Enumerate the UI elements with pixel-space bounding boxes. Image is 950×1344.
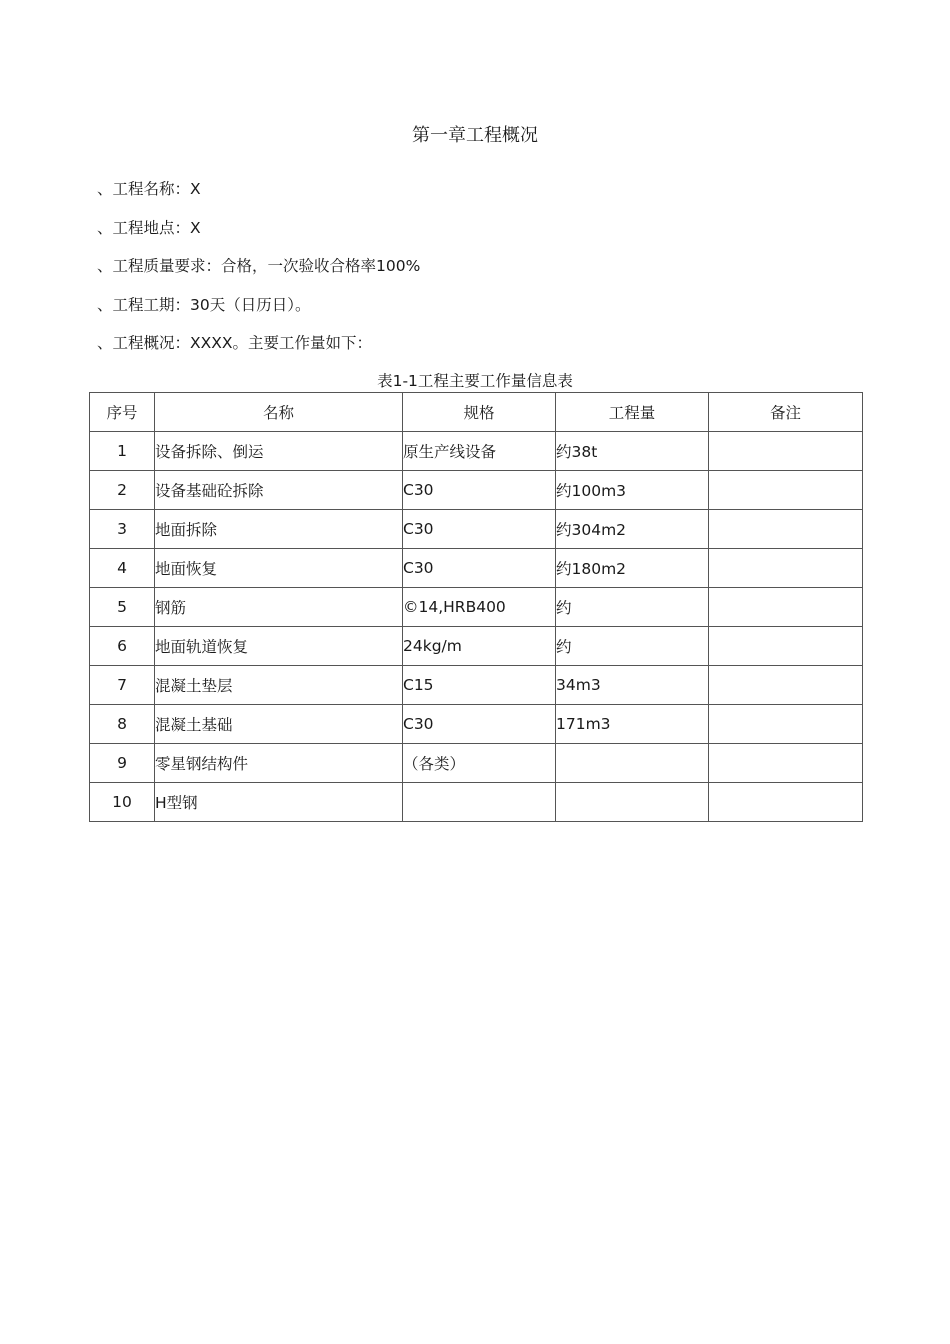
cell-quantity: 约	[556, 627, 709, 666]
cell-name: 地面拆除	[155, 510, 403, 549]
cell-spec: （各类）	[403, 744, 556, 783]
cell-quantity	[556, 744, 709, 783]
cell-remarks	[709, 432, 863, 471]
cell-remarks	[709, 783, 863, 822]
cell-spec: C15	[403, 666, 556, 705]
cell-quantity: 约304m2	[556, 510, 709, 549]
cell-remarks	[709, 744, 863, 783]
info-schedule: 、工程工期：30天（日历日）。	[97, 295, 311, 314]
info-project-name: 、工程名称：X	[97, 180, 201, 198]
table-row	[90, 471, 863, 510]
cell-spec: C30	[403, 471, 556, 510]
cell-name: 混凝土垫层	[155, 666, 403, 705]
cell-name: 零星钢结构件	[155, 744, 403, 783]
info-overview: 、工程概况：XXXX。主要工作量如下：	[97, 334, 372, 352]
info-project-location: 、工程地点：X	[97, 218, 201, 237]
cell-quantity: 约180m2	[556, 549, 709, 588]
cell-quantity: 34m3	[556, 666, 709, 705]
cell-serial: 6	[90, 627, 155, 666]
cell-quantity	[556, 783, 709, 822]
table-caption: 表1-1工程主要工作量信息表	[377, 372, 573, 390]
cell-name: 设备基础砼拆除	[155, 471, 403, 510]
cell-name: 混凝土基础	[155, 705, 403, 744]
cell-remarks	[709, 666, 863, 705]
cell-remarks	[709, 588, 863, 627]
cell-remarks	[709, 471, 863, 510]
table-row	[90, 510, 863, 549]
cell-quantity: 约	[556, 588, 709, 627]
cell-spec: C30	[403, 705, 556, 744]
table-row	[90, 549, 863, 588]
table-row	[90, 744, 863, 783]
cell-remarks	[709, 627, 863, 666]
cell-serial: 7	[90, 666, 155, 705]
cell-quantity: 约100m3	[556, 471, 709, 510]
header-name: 名称	[155, 393, 403, 432]
cell-serial: 10	[90, 783, 155, 822]
project-info-list	[97, 178, 420, 371]
cell-serial: 2	[90, 471, 155, 510]
cell-name: 地面恢复	[155, 549, 403, 588]
table-row	[90, 588, 863, 627]
cell-quantity: 171m3	[556, 705, 709, 744]
header-spec: 规格	[403, 393, 556, 432]
cell-remarks	[709, 705, 863, 744]
cell-spec: C30	[403, 510, 556, 549]
cell-name: 设备拆除、倒运	[155, 432, 403, 471]
cell-name: H型钢	[155, 783, 403, 822]
cell-serial: 4	[90, 549, 155, 588]
cell-name: 地面轨道恢复	[155, 627, 403, 666]
cell-spec: 原生产线设备	[403, 432, 556, 471]
cell-quantity: 约38t	[556, 432, 709, 471]
header-remarks: 备注	[709, 393, 863, 432]
cell-spec	[403, 783, 556, 822]
header-serial: 序号	[90, 393, 155, 432]
cell-remarks	[709, 549, 863, 588]
workload-table	[89, 392, 863, 822]
table-row	[90, 705, 863, 744]
cell-remarks	[709, 510, 863, 549]
cell-name: 钢筋	[155, 588, 403, 627]
cell-serial: 9	[90, 744, 155, 783]
cell-spec: C30	[403, 549, 556, 588]
table-row	[90, 783, 863, 822]
info-quality-requirement: 、工程质量要求：合格，一次验收合格率100%	[97, 257, 421, 275]
table-row	[90, 627, 863, 666]
cell-serial: 3	[90, 510, 155, 549]
cell-serial: 1	[90, 432, 155, 471]
header-quantity: 工程量	[556, 393, 709, 432]
cell-spec: ©14,HRB400	[403, 588, 556, 627]
table-header-row	[90, 393, 863, 432]
cell-spec: 24kg/m	[403, 627, 556, 666]
page-title: 第一章工程概况	[412, 125, 538, 146]
table-row	[90, 432, 863, 471]
table-row	[90, 666, 863, 705]
cell-serial: 8	[90, 705, 155, 744]
cell-serial: 5	[90, 588, 155, 627]
